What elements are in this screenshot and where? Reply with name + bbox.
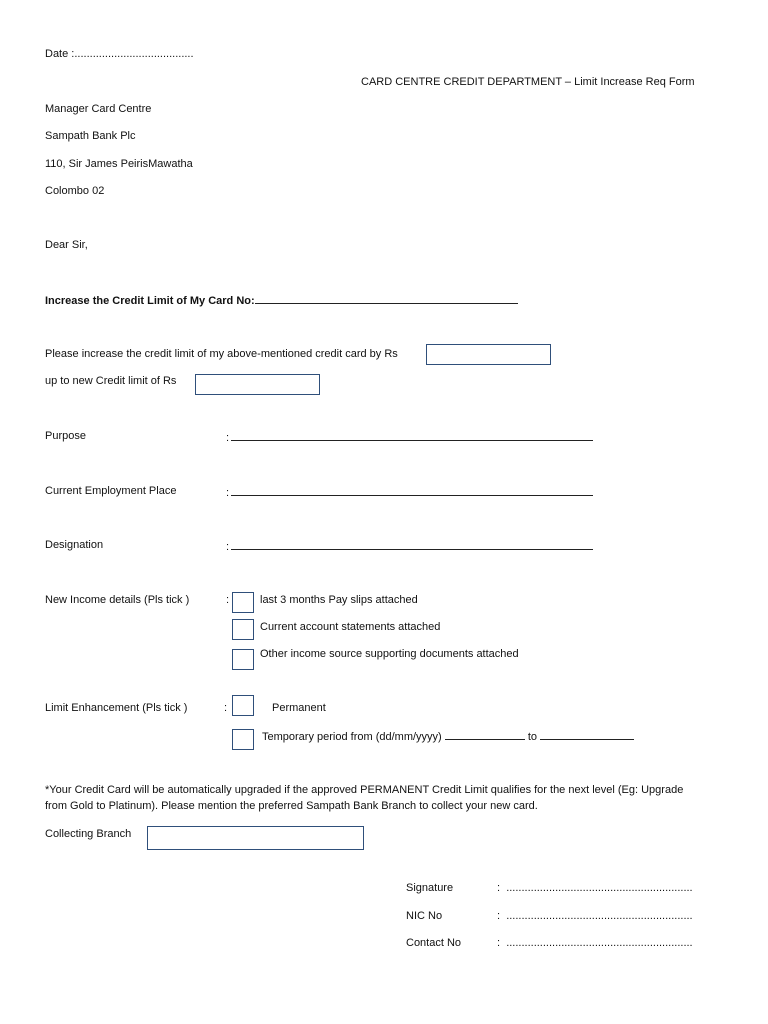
nic-colon: : <box>497 910 501 922</box>
temporary-checkbox[interactable] <box>232 729 254 750</box>
salutation: Dear Sir, <box>45 239 88 251</box>
employment-label: Current Employment Place <box>45 485 177 497</box>
income-option-2-label: Current account statements attached <box>260 621 441 633</box>
purpose-label: Purpose <box>45 430 86 442</box>
date-line <box>45 48 194 60</box>
income-option-3-label: Other income source supporting documents attached <box>260 648 519 660</box>
temporary-line <box>262 729 634 743</box>
temporary-to-underline[interactable] <box>540 729 634 740</box>
subject-text: Increase the Credit Limit of My Card No: <box>45 295 255 307</box>
designation-underline[interactable] <box>231 539 593 550</box>
collecting-branch-input[interactable] <box>147 826 364 850</box>
address-line-1: Manager Card Centre <box>45 103 152 115</box>
nic-dots: ............................................................. <box>506 910 693 922</box>
signature-label: Signature <box>406 882 454 894</box>
permanent-checkbox[interactable] <box>232 695 254 716</box>
form-title: CARD CENTRE CREDIT DEPARTMENT – Limit Increase Req Form <box>361 76 695 88</box>
purpose-underline[interactable] <box>231 430 593 441</box>
signature-dots: ............................................................. <box>506 882 693 894</box>
limit-colon: : <box>224 702 228 714</box>
nic-field[interactable] <box>497 910 693 922</box>
new-limit-input[interactable] <box>195 374 320 395</box>
income-option-1-checkbox[interactable] <box>232 592 254 613</box>
purpose-field[interactable] <box>226 430 593 444</box>
temporary-to-label: to <box>527 731 538 743</box>
upgrade-note-line-1: *Your Credit Card will be automatically upgraded if the approved PERMANENT Credit Limit qualifies for the next level (Eg: Upgrade <box>45 784 684 796</box>
employment-colon: : <box>226 487 230 499</box>
subject-line <box>45 293 518 307</box>
date-dots: ....................................... <box>74 48 194 60</box>
address-line-4: Colombo 02 <box>45 185 105 197</box>
permanent-label: Permanent <box>272 702 326 714</box>
designation-field[interactable] <box>226 539 593 553</box>
card-number-underline[interactable] <box>255 293 518 304</box>
income-option-1-label: last 3 months Pay slips attached <box>260 594 418 606</box>
address-line-3: 110, Sir James PeirisMawatha <box>45 158 193 170</box>
income-label: New Income details (Pls tick ) <box>45 594 190 606</box>
date-label: Date : <box>45 48 75 60</box>
income-option-2-checkbox[interactable] <box>232 619 254 640</box>
signature-colon: : <box>497 882 501 894</box>
employment-field[interactable] <box>226 485 593 499</box>
designation-colon: : <box>226 541 230 553</box>
purpose-colon: : <box>226 432 230 444</box>
contact-colon: : <box>497 937 501 949</box>
contact-field[interactable] <box>497 937 693 949</box>
branch-label: Collecting Branch <box>45 828 132 840</box>
income-colon: : <box>226 594 230 606</box>
nic-label: NIC No <box>406 910 443 922</box>
employment-underline[interactable] <box>231 485 593 496</box>
increase-line-2: up to new Credit limit of Rs <box>45 375 177 387</box>
temporary-label: Temporary period from (dd/mm/yyyy) <box>262 731 442 743</box>
increase-amount-input[interactable] <box>426 344 551 365</box>
contact-dots: ............................................................. <box>506 937 693 949</box>
designation-label: Designation <box>45 539 104 551</box>
signature-field[interactable] <box>497 882 693 894</box>
temporary-from-underline[interactable] <box>445 729 525 740</box>
contact-label: Contact No <box>406 937 462 949</box>
income-option-3-checkbox[interactable] <box>232 649 254 670</box>
increase-line-1: Please increase the credit limit of my above-mentioned credit card by Rs <box>45 348 398 360</box>
limit-label: Limit Enhancement (Pls tick ) <box>45 702 188 714</box>
address-line-2: Sampath Bank Plc <box>45 130 136 142</box>
upgrade-note-line-2: from Gold to Platinum). Please mention the preferred Sampath Bank Branch to collect your new card. <box>45 800 538 812</box>
